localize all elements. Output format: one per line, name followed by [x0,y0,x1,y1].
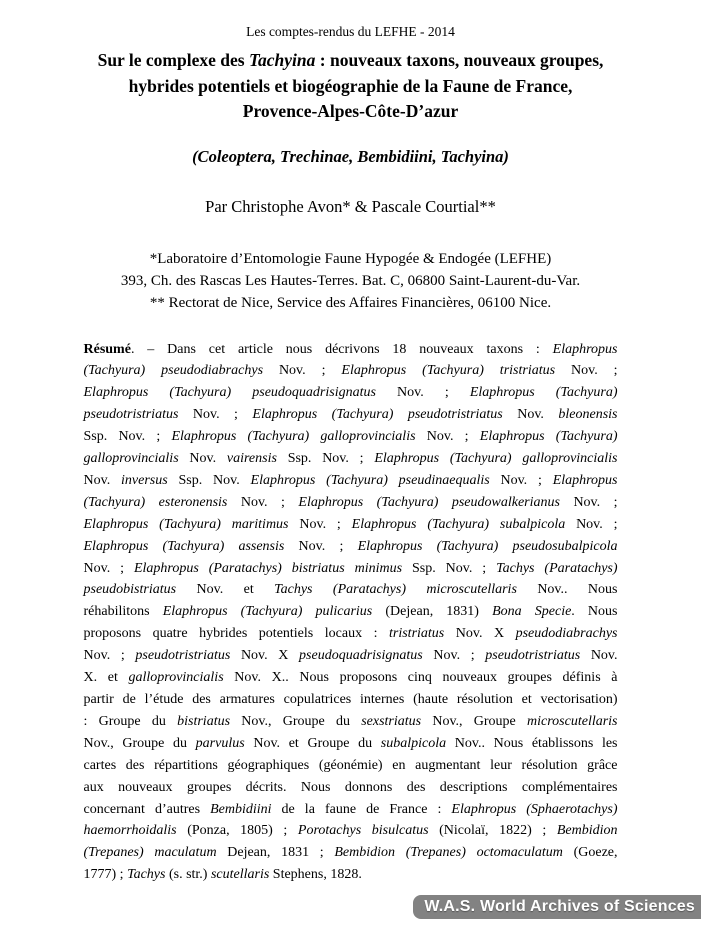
text-run: Elaphropus (Paratachys) bistriatus minimus [133,560,403,576]
text-run: X. et [83,670,129,686]
text-run: Elaphropus (Tachyura) pseudoquadrisignatus [83,385,376,401]
text-run: Nov. ; [415,429,480,445]
text-run: Nov. ; [227,494,299,510]
text-run: haemorrhoidalis [83,823,177,839]
text-run: Bembidiini [210,801,272,817]
text-run: Elaphropus (Tachyura) pseudinaequalis [250,472,490,488]
text-run: . Nous [571,604,618,620]
text-run: ** Rectorat de Nice, Service des Affaires Financières, 06100 Nice. [149,294,552,311]
abstract-line [84,426,618,448]
text-run: pseudotristriatus [135,648,231,664]
text-run: Nov. [580,648,618,664]
text-run: : Groupe du [83,713,178,729]
text-run: galloprovincialis [83,451,179,467]
text-run: Nov. [83,472,122,488]
text-run: Elaphropus [552,341,618,357]
taxa-subtitle: (Coleoptera, Trechinae, Bembidiini, Tachyina) [192,146,509,166]
text-run: (Nicolaï, 1822) ; [428,823,557,839]
text-run: Nov. ; [555,363,618,379]
text-run: pseudoquadrisignatus [299,648,423,664]
was-watermark [413,895,701,919]
text-run: Nov. ; [559,494,618,510]
text-run: *Laboratoire d’Entomologie Faune Hypogée & Endogée (LEFHE) [149,250,552,267]
abstract-line [84,492,618,514]
text-run: pseudodiabrachys [515,626,618,642]
byline: Par Christophe Avon* & Pascale Courtial** [205,196,496,216]
title-line [0,48,701,74]
text-run: vairensis [226,451,277,467]
text-run: Nov. ; [375,385,470,401]
abstract-line [84,514,618,536]
text-run: réhabilitons [83,604,163,620]
text-run: Elaphropus (Tachyura) galloprovincialis [374,451,618,467]
text-run: Tachys (Paratachys) [496,560,618,576]
text-run: Nov. ; [565,516,618,532]
text-run: Nov.. Nous [516,582,618,598]
text-run: Nov. et [176,582,275,598]
text-run: Nov. ; [83,648,136,664]
text-run: Nov. X [230,648,300,664]
watermark-label: W.A.S. World Archives of Sciences [424,898,695,915]
text-run: (Ponza, 1805) ; [176,823,298,839]
text-run: subalpicola [380,735,447,751]
abstract-line [84,360,618,382]
text-run: Elaphropus (Tachyura) pseudotristriatus [252,407,503,423]
text-run: Sur le complexe des [97,50,249,70]
text-run: Elaphropus (Tachyura) pulicarius [162,604,373,620]
text-run: Dejean, 1831 ; [216,845,335,861]
abstract-line [84,799,618,821]
text-run: (Dejean, 1831) [372,604,493,620]
text-run: de la faune de France : [271,801,452,817]
text-run: Nov. X.. Nous proposons cinq nouveaux groupes définis à [223,670,618,686]
text-run: Nov.. Nous établissons les [446,735,618,751]
abstract-line [84,645,618,667]
text-run: Ssp. Nov. [167,472,251,488]
affiliation-line [0,248,701,270]
text-run: Stephens, 1828. [269,867,362,883]
affiliation-line [0,270,701,292]
text-run: Nov. ; [83,560,134,576]
abstract-line [84,864,618,886]
text-run: pseudotristriatus [83,407,179,423]
abstract-line [84,842,618,864]
text-run: Elaphropus (Tachyura) [469,385,618,401]
abstract-line [84,579,618,601]
abstract-line [84,382,618,404]
affiliation-line [0,292,701,314]
text-run: concernant d’autres [83,801,211,817]
abstract-line [84,601,618,623]
text-run: Nov., Groupe [421,713,528,729]
text-run: inversus [121,472,168,488]
abstract-paragraph [84,339,618,887]
article-title [0,48,701,125]
text-run: proposons quatre hybrides potentiels locaux : [83,626,389,642]
text-run: scutellaris [210,867,270,883]
text-run: Bona Specie [492,604,572,620]
text-run: . – Dans cet article nous décrivons 18 nouveaux taxons : [130,341,553,357]
abstract-line [84,820,618,842]
text-run: Elaphropus (Tachyura) pseudosubalpicola [357,538,618,554]
text-run: Tachys [127,867,166,883]
text-run: pseudobistriatus [83,582,177,598]
text-run: Ssp. Nov. ; [276,451,375,467]
text-run: Elaphropus (Tachyura) galloprovincialis [171,429,416,445]
text-run: Nov. ; [288,516,352,532]
abstract-line [84,470,618,492]
text-run: Nov. ; [489,472,553,488]
text-run: Bembidion (Trepanes) octomaculatum [334,845,563,861]
text-run: Porotachys bisulcatus [297,823,429,839]
text-run: 1777) ; [83,867,128,883]
abstract-line [84,623,618,645]
text-run: bleonensis [558,407,618,423]
abstract-line [84,755,618,777]
text-run: Elaphropus [552,472,618,488]
text-run: Elaphropus (Tachyura) assensis [83,538,285,554]
abstract-line [84,733,618,755]
journal-header: Les comptes-rendus du LEFHE - 2014 [246,24,455,39]
abstract-line [84,689,618,711]
title-line [0,74,701,100]
abstract-line [84,536,618,558]
text-run: microscutellaris [527,713,618,729]
text-run: sexstriatus [361,713,422,729]
text-run: Nov. ; [284,538,358,554]
text-run: Nov. ; [178,407,253,423]
abstract-line [84,777,618,799]
text-run: Ssp. Nov. ; [402,560,497,576]
text-run: Elaphropus (Tachyura) pseudowalkerianus [298,494,560,510]
text-run: Elaphropus (Tachyura) maritimus [83,516,289,532]
text-run: Provence-Alpes-Côte-D’azur [242,101,459,121]
text-run: pseudotristriatus [485,648,581,664]
text-run: Nov. et Groupe du [244,735,381,751]
abstract-line [84,711,618,733]
text-run: Nov., Groupe du [230,713,362,729]
text-run: Tachys (Paratachys) microscutellaris [274,582,517,598]
affiliations-block [0,248,701,314]
text-run: Elaphropus (Sphaerotachys) [451,801,618,817]
text-run: Nov. ; [422,648,486,664]
text-run: Nov. X [444,626,516,642]
text-run: (Tachyura) pseudodiabrachys [83,363,264,379]
text-run: Elaphropus (Tachyura) [479,429,618,445]
text-run: (s. str.) [165,867,211,883]
text-run: tristriatus [389,626,445,642]
abstract-line [84,448,618,470]
text-run: Tachyina [248,50,316,70]
text-run: Nov., Groupe du [83,735,196,751]
text-run: parvulus [195,735,245,751]
text-run: : nouveaux taxons, nouveaux groupes, [315,50,604,70]
text-run: Ssp. Nov. ; [83,429,172,445]
text-run: (Goeze, [562,845,618,861]
abstract-line [84,667,618,689]
text-run: Nov. [502,407,559,423]
text-run: 393, Ch. des Rascas Les Hautes-Terres. Bat. C, 06800 Saint-Laurent-du-Var. [120,272,581,289]
text-run: (Tachyura) esteronensis [83,494,228,510]
text-run: Nov. ; [263,363,342,379]
abstract-line [84,339,618,361]
text-run: Bembidion [556,823,618,839]
text-run: aux nouveaux groupes décrits. Nous donnons des descriptions complémentaires [83,779,618,795]
text-run: Elaphropus (Tachyura) subalpicola [351,516,566,532]
text-run: Nov. [178,451,227,467]
text-run: cartes des répartitions géographiques (géonémie) en augmentant leur résolution grâce [83,757,618,773]
text-run: Elaphropus (Tachyura) tristriatus [341,363,556,379]
text-run: galloprovincialis [128,670,224,686]
abstract-line [84,404,618,426]
text-run: partir de l’étude des armatures copulatrices internes (haute résolution et vectorisation) [83,692,618,707]
text-run: (Trepanes) maculatum [83,845,217,861]
abstract-line [84,558,618,580]
text-run: hybrides potentiels et biogéographie de la Faune de France, [128,75,573,96]
title-line [0,99,701,125]
text-run: Résumé [83,341,131,357]
text-run: bistriatus [177,713,231,729]
